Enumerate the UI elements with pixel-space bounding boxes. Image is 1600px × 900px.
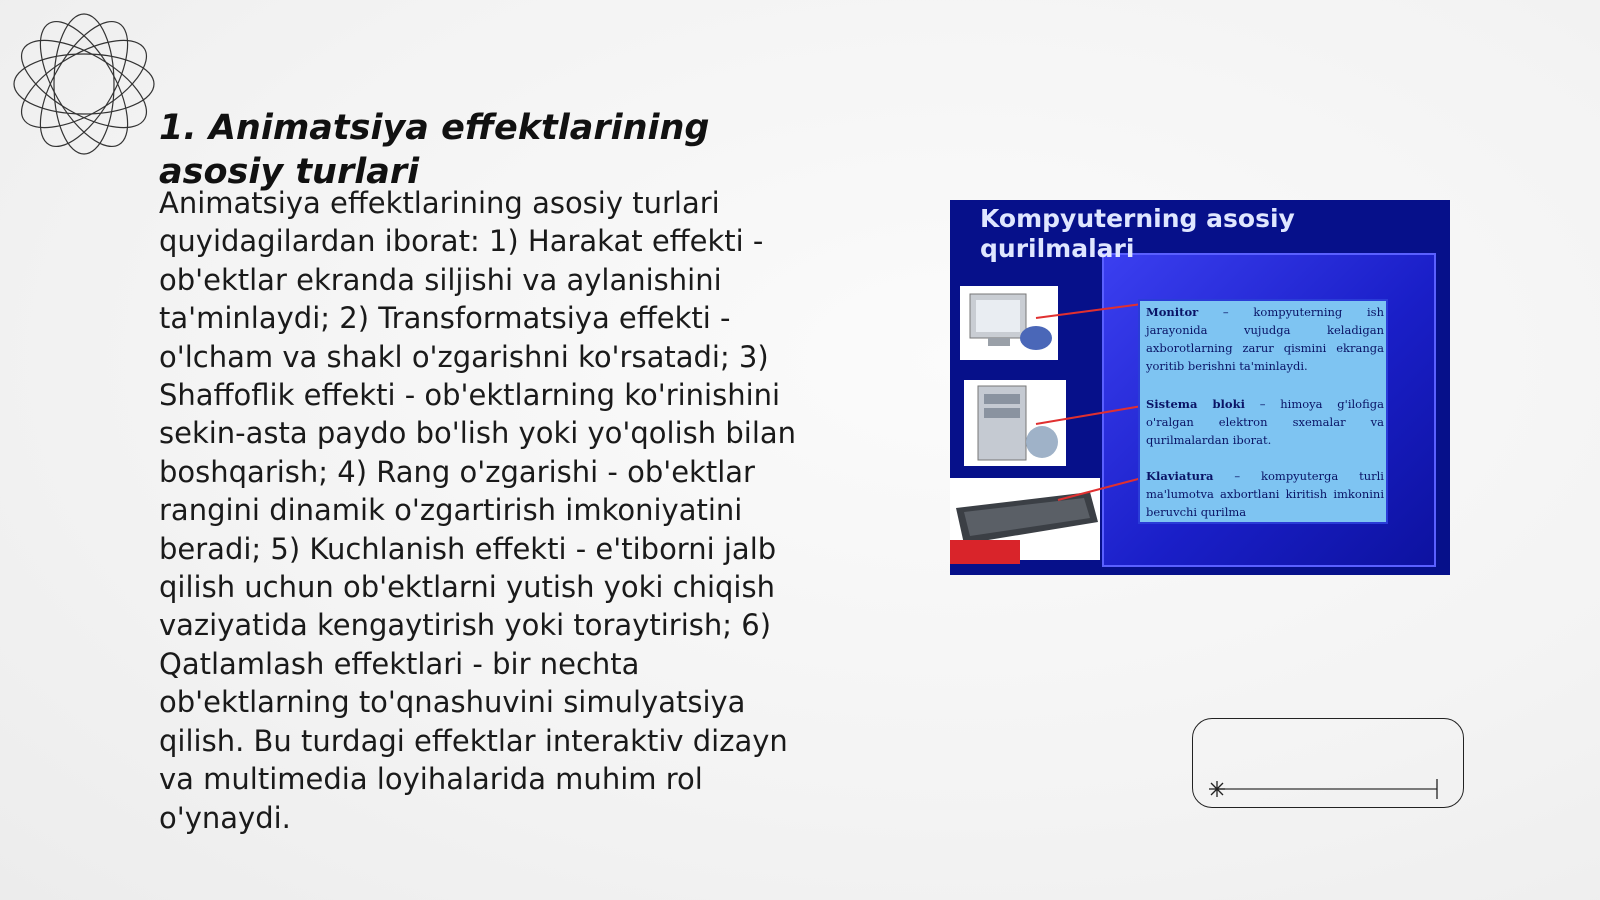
timeline-decoration xyxy=(1192,718,1464,808)
entry-term: Sistema bloki xyxy=(1146,397,1245,411)
computer-devices-picture xyxy=(950,200,1450,575)
entry-system-unit xyxy=(1146,395,1384,449)
device-info-panel xyxy=(1138,299,1388,524)
entry-keyboard xyxy=(1146,467,1384,521)
entry-text: – himoya g'ilofiga o'ralgan elektron sxemalar va qurilmalardan iborat. xyxy=(1146,397,1384,447)
entry-term: Monitor xyxy=(1146,305,1199,319)
entry-monitor xyxy=(1146,303,1384,375)
decorative-rings-graphic xyxy=(10,10,158,158)
entry-text: – kompyuterga turli ma'lumotva axbortlani kiritish imkonini beruvchi qurilma xyxy=(1146,469,1384,519)
entry-text: – kompyuterning ish jarayonida vujudga keladigan axborotlarning zarur qismini ekranga yoritib berishni ta'minlaydi. xyxy=(1146,305,1384,373)
timeline-line xyxy=(1193,719,1465,809)
entry-term: Klaviatura xyxy=(1146,469,1214,483)
slide-body-text: Animatsiya effektlarining asosiy turlari quyidagilardan iborat: 1) Harakat effekti - ob'ektlar ekranda siljishi va aylanishini ta'minlaydi; 2) Transformatsiya effekti - o'lcham va shakl o'zgarishni ko'rsatadi; 3) Shaffoflik effekti - ob'ektlarning ko'rinishini sekin-asta paydo bo'lish yoki yo'qolish bilan boshqarish; 4) Rang o'zgarishi - ob'ektlar rangini dinamik o'zgartirish imkoniyatini beradi; 5) Kuchlanish effekti - e'tiborni jalb qilish uchun ob'ektlarni yutish yoki chiqish vaziyatida kengaytirish yoki toraytirish; 6) Qatlamlash effektlari - bir nechta ob'ektlarning to'qnashuvini simulyatsiya qilish. Bu turdagi effektlar interaktiv dizayn va multimedia loyihalarida muhim rol o'ynaydi. xyxy=(159,186,797,835)
slide-title: 1. Animatsiya effektlarining asosiy turlari xyxy=(159,108,710,192)
picture-title: Kompyuterning asosiy qurilmalari xyxy=(980,204,1295,263)
